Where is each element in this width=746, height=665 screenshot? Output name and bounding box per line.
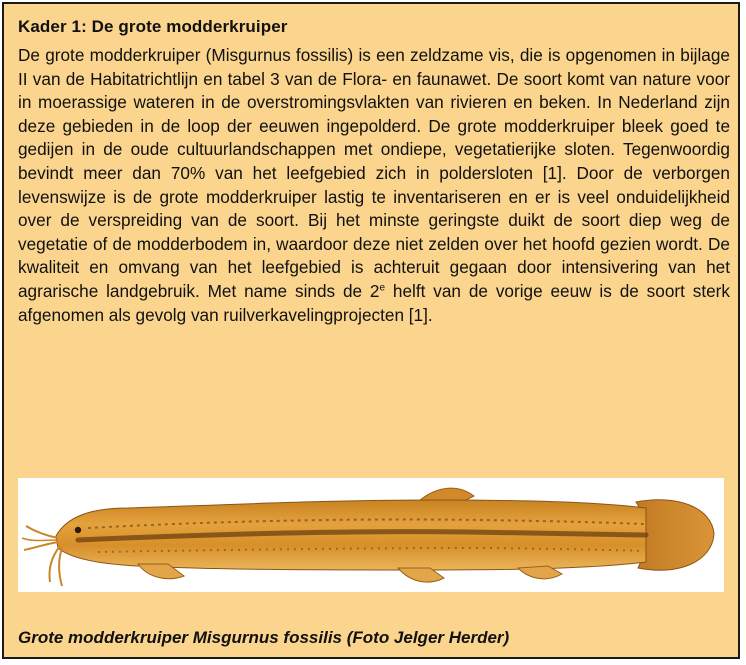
ordinal-superscript: e — [379, 282, 386, 294]
paragraph-text-end: helft van de vorige eeuw is de soort sterk afgenomen als gevolg van ruilverkavelingprojecten [1]. — [18, 280, 730, 325]
loach-fish-illustration — [18, 478, 724, 592]
box-paragraph — [18, 44, 730, 327]
paragraph-text-start: De grote modderkruiper (Misgurnus fossilis) is een zeldzame vis, die is opgenomen in bijlage II van de Habitatrichtlijn en tabel 3 van de Flora- en faunawet. De soort komt van nature voor in moerassige wateren in de overstromingsvlakten van rivieren en beken. In Nederland zijn deze gebieden in de loop der eeuwen ingepolderd. De grote modderkruiper bleek goed te gedijen in de oude cultuurlandschappen met ondiepe, vegetatierijke sloten. Tegenwoordig bevindt meer dan 70% van het leefgebied zich in poldersloten [1]. Door de verborgen levenswijze is de grote modderkruiper lastig te inventariseren en er is veel onduidelijkheid over de verspreiding van de soort. Bij het minste geringste duikt de soort diep weg de vegetatie of de modderbodem in, waardoor deze niet zelden over het hoofd gezien wordt. De kwaliteit en omvang van het leefgebied is achteruit gegaan door intensivering van het agrarische landgebruik. Met name sinds de 2 — [18, 45, 730, 301]
box-title: Kader 1: De grote modderkruiper — [18, 17, 288, 36]
fish-photo — [18, 478, 724, 592]
photo-caption: Grote modderkruiper Misgurnus fossilis (Foto Jelger Herder) — [18, 628, 510, 647]
info-box — [2, 2, 740, 659]
